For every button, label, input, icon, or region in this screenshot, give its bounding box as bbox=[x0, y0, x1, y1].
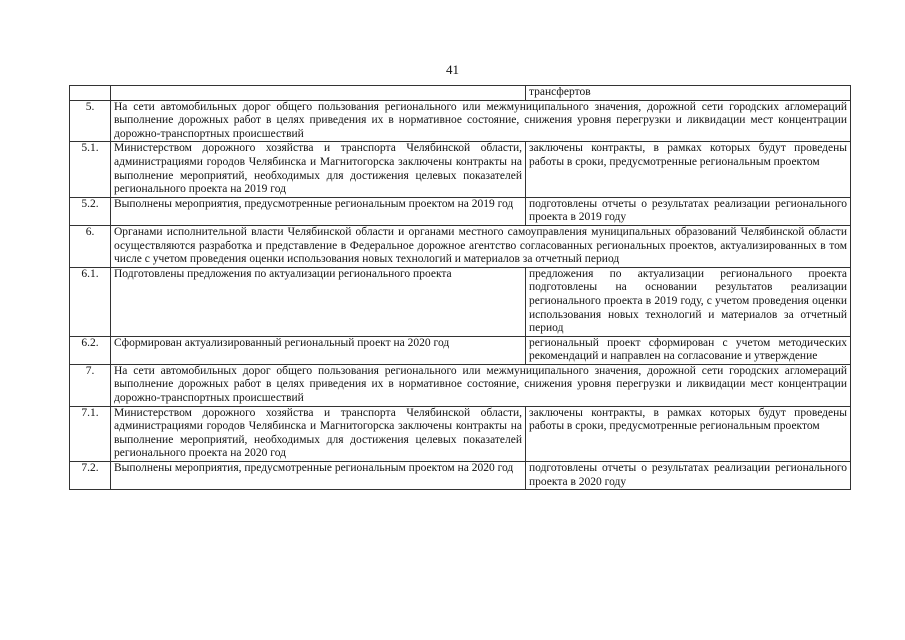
task-cell: Министерством дорожного хозяйства и транспорта Челябинской области, администрациями городов Челябинска и Магнитогорска заключены контракты на выполнение мероприятий, необходимых для достижения целевых показателей регионального проекта на 2020 год bbox=[111, 406, 526, 461]
task-cell: Выполнены мероприятия, предусмотренные региональным проектом на 2020 год bbox=[111, 462, 526, 490]
table-row bbox=[70, 142, 851, 197]
result-cell: заключены контракты, в рамках которых будут проведены работы в сроки, предусмотренные региональным проектом bbox=[526, 406, 851, 461]
result-cell: региональный проект сформирован с учетом методических рекомендаций и направлен на согласование и утверждение bbox=[526, 336, 851, 364]
activities-table bbox=[69, 85, 851, 490]
row-number-cell: 6. bbox=[70, 225, 111, 267]
section-row bbox=[70, 100, 851, 142]
section-row bbox=[70, 364, 851, 406]
row-number-cell: 5. bbox=[70, 100, 111, 142]
table-row bbox=[70, 406, 851, 461]
table-row bbox=[70, 197, 851, 225]
table-row bbox=[70, 462, 851, 490]
row-number-cell: 5.2. bbox=[70, 197, 111, 225]
page-number: 41 bbox=[446, 62, 459, 77]
result-cell: подготовлены отчеты о результатах реализации регионального проекта в 2019 году bbox=[526, 197, 851, 225]
table-row-continuation bbox=[70, 86, 851, 101]
table-row bbox=[70, 267, 851, 336]
row-number-cell: 6.1. bbox=[70, 267, 111, 336]
section-text-cell: Органами исполнительной власти Челябинской области и органами местного самоуправления муниципальных образований Челябинской области осуществляются разработка и представление в Федеральное дорожное агентство согласованных региональных проектов, актуализированных в том числе с учетом проведения оценки использования новых технологий и материалов за отчетный период bbox=[111, 225, 851, 267]
section-row bbox=[70, 225, 851, 267]
row-number-cell bbox=[70, 86, 111, 101]
result-cell: предложения по актуализации регионального проекта подготовлены на основании результатов реализации регионального проекта в 2019 году, с учетом проведения оценки использования новых технологий и материалов за отчетный период bbox=[526, 267, 851, 336]
row-number-cell: 7.1. bbox=[70, 406, 111, 461]
task-cell bbox=[111, 86, 526, 101]
task-cell: Сформирован актуализированный региональный проект на 2020 год bbox=[111, 336, 526, 364]
row-number-cell: 7.2. bbox=[70, 462, 111, 490]
table-row bbox=[70, 336, 851, 364]
row-number-cell: 5.1. bbox=[70, 142, 111, 197]
task-cell: Министерством дорожного хозяйства и транспорта Челябинской области, администрациями городов Челябинска и Магнитогорска заключены контракты на выполнение мероприятий, необходимых для достижения целевых показателей регионального проекта на 2019 год bbox=[111, 142, 526, 197]
task-cell: Подготовлены предложения по актуализации регионального проекта bbox=[111, 267, 526, 336]
result-cell: заключены контракты, в рамках которых будут проведены работы в сроки, предусмотренные региональным проектом bbox=[526, 142, 851, 197]
section-text-cell: На сети автомобильных дорог общего пользования регионального или межмуниципального значения, дорожной сети городских агломераций выполнение дорожных работ в целях приведения их в нормативное состояние, снижения уровня перегрузки и ликвидации мест концентрации дорожно-транспортных происшествий bbox=[111, 364, 851, 406]
section-text-cell: На сети автомобильных дорог общего пользования регионального или межмуниципального значения, дорожной сети городских агломераций выполнение дорожных работ в целях приведения их в нормативное состояние, снижения уровня перегрузки и ликвидации мест концентрации дорожно-транспортных происшествий bbox=[111, 100, 851, 142]
result-cell: трансфертов bbox=[526, 86, 851, 101]
task-cell: Выполнены мероприятия, предусмотренные региональным проектом на 2019 год bbox=[111, 197, 526, 225]
row-number-cell: 7. bbox=[70, 364, 111, 406]
row-number-cell: 6.2. bbox=[70, 336, 111, 364]
result-cell: подготовлены отчеты о результатах реализации регионального проекта в 2020 году bbox=[526, 462, 851, 490]
